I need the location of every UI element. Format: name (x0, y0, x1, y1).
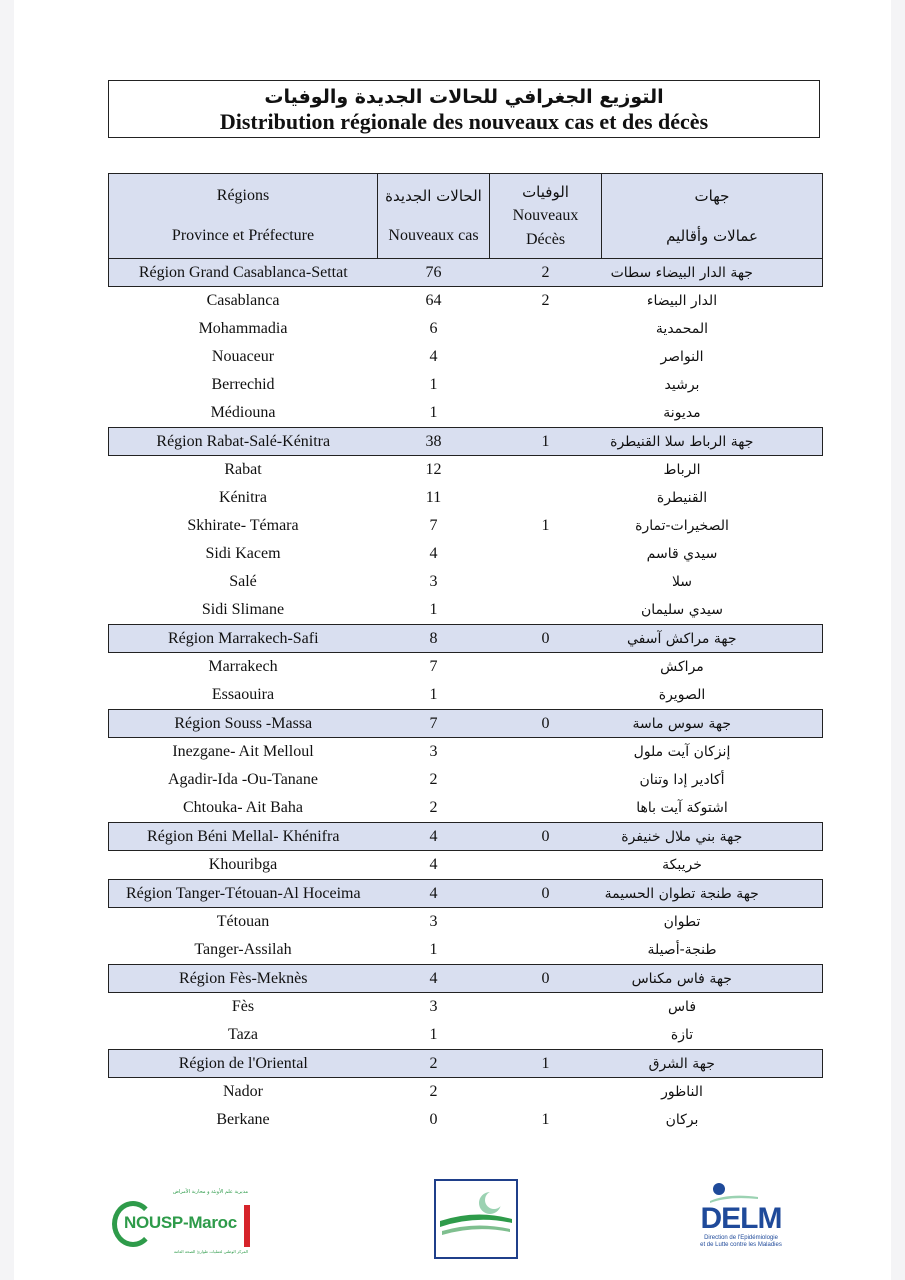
row-cases (378, 399, 490, 428)
row-name-text: Région Béni Mellal- Khénifra (147, 827, 340, 845)
row-cases (378, 371, 490, 399)
row-cases-text: 2 (429, 771, 438, 788)
row-cases-text: 6 (429, 320, 438, 337)
row-arabic-name (602, 343, 823, 371)
province-row (109, 343, 823, 371)
title-box (108, 80, 820, 138)
row-name-text: Nador (223, 1083, 263, 1100)
row-deaths (490, 259, 602, 287)
row-arabic-name-text: مراكش (660, 659, 704, 675)
row-arabic-name-text: أكادير إدا وتنان (639, 772, 725, 788)
row-cases-text: 1 (429, 404, 438, 421)
row-cases-text: 1 (429, 376, 438, 393)
row-deaths-text: 0 (541, 827, 550, 845)
row-cases-text: 76 (425, 263, 442, 281)
row-arabic-name-text: الدار البيضاء (646, 293, 718, 309)
row-cases (378, 625, 490, 653)
delm-subtitle-2: et de Lutte contre les Maladies (700, 1242, 782, 1248)
row-deaths (490, 823, 602, 851)
row-name (109, 993, 378, 1022)
row-cases-text: 2 (429, 799, 438, 816)
row-arabic-name (602, 456, 823, 485)
row-name (109, 315, 378, 343)
row-deaths-text: 1 (541, 432, 550, 450)
row-name (109, 1050, 378, 1078)
row-arabic-name-text: جهة الرباط سلا القنيطرة (610, 433, 754, 450)
row-cases-text: 12 (425, 461, 442, 478)
row-arabic-name-text: سيدي قاسم (646, 546, 718, 562)
row-deaths (490, 428, 602, 456)
header-regions (109, 174, 378, 259)
row-name (109, 428, 378, 456)
row-cases-text: 3 (429, 913, 438, 930)
row-deaths (490, 596, 602, 625)
row-name (109, 908, 378, 937)
row-deaths (490, 512, 602, 540)
row-cases-text: 8 (429, 629, 438, 647)
row-cases (378, 1106, 490, 1134)
row-cases (378, 653, 490, 682)
row-cases (378, 456, 490, 485)
row-cases (378, 738, 490, 767)
row-arabic-name (602, 1050, 823, 1078)
province-row (109, 993, 823, 1022)
row-name (109, 371, 378, 399)
row-cases (378, 428, 490, 456)
row-cases-text: 7 (429, 658, 438, 675)
row-name-text: Salé (229, 573, 257, 590)
province-row (109, 681, 823, 710)
row-name (109, 1106, 378, 1134)
row-name-text: Chtouka- Ait Baha (183, 799, 303, 816)
row-deaths (490, 371, 602, 399)
row-deaths (490, 908, 602, 937)
row-arabic-name (602, 625, 823, 653)
row-arabic-name-text: النواصر (660, 349, 704, 365)
row-arabic-name (602, 315, 823, 343)
row-arabic-name (602, 738, 823, 767)
row-arabic-name-text: مديونة (663, 405, 701, 421)
row-cases-text: 3 (429, 573, 438, 590)
row-arabic-name-text: جهة مراكش آسفي (626, 630, 737, 647)
row-name-text: Région de l'Oriental (178, 1054, 308, 1072)
row-arabic-name-text: جهة الدار البيضاء سطات (610, 264, 753, 281)
row-arabic-name-text: جهة فاس مكناس (631, 970, 732, 987)
region-row (109, 428, 823, 456)
header-regions-line1: Régions (216, 187, 270, 204)
row-name (109, 568, 378, 596)
row-arabic-name (602, 540, 823, 568)
row-name-text: Nouaceur (211, 348, 275, 365)
row-arabic-name (602, 908, 823, 937)
delm-figure-icon (688, 1183, 794, 1205)
row-name-text: Berkane (216, 1111, 270, 1128)
row-cases-text: 4 (429, 348, 438, 365)
row-arabic-name (602, 993, 823, 1022)
province-row (109, 456, 823, 485)
row-name (109, 823, 378, 851)
row-name (109, 653, 378, 682)
row-arabic-name (602, 287, 823, 316)
province-row (109, 399, 823, 428)
row-cases-text: 2 (429, 1054, 438, 1072)
row-arabic-name (602, 1078, 823, 1107)
region-row (109, 880, 823, 908)
row-arabic-name-text: المحمدية (655, 321, 709, 337)
row-name (109, 851, 378, 880)
row-deaths (490, 794, 602, 823)
row-arabic-name (602, 851, 823, 880)
row-name (109, 965, 378, 993)
row-cases (378, 794, 490, 823)
row-cases (378, 710, 490, 738)
row-arabic-name-text: بركان (665, 1112, 699, 1128)
row-deaths-text: 0 (541, 969, 550, 987)
row-name (109, 625, 378, 653)
row-arabic-name-text: جهة طنجة تطوان الحسيمة (604, 885, 759, 902)
row-arabic-name-text: الناظور (661, 1084, 703, 1100)
row-cases (378, 908, 490, 937)
row-deaths (490, 1021, 602, 1050)
nousp-red-bar-icon (244, 1205, 250, 1247)
row-cases-text: 1 (429, 941, 438, 958)
title-french: Distribution régionale des nouveaux cas et des décès (219, 109, 709, 134)
row-cases-text: 4 (429, 827, 438, 845)
row-arabic-name-text: جهة بني ملال خنيفرة (621, 828, 743, 845)
row-deaths (490, 568, 602, 596)
row-cases (378, 1050, 490, 1078)
province-row (109, 1106, 823, 1134)
row-name-text: Inezgane- Ait Melloul (172, 743, 314, 760)
row-arabic-name-text: طنجة-أصيلة (647, 942, 717, 958)
row-arabic-name (602, 653, 823, 682)
row-arabic-name (602, 710, 823, 738)
row-cases-text: 4 (429, 856, 438, 873)
row-arabic-name-text: الصخيرات-تمارة (635, 518, 729, 534)
row-arabic-name (602, 371, 823, 399)
title-arabic: التوزيع الجغرافي للحالات الجديدة والوفيات (264, 86, 664, 108)
row-arabic-name-text: الصويرة (658, 687, 706, 703)
row-cases-text: 64 (425, 292, 442, 309)
row-deaths (490, 766, 602, 794)
row-cases (378, 343, 490, 371)
row-arabic-name (602, 766, 823, 794)
province-row (109, 512, 823, 540)
row-deaths (490, 681, 602, 710)
row-cases (378, 681, 490, 710)
header-new-cases-french: Nouveaux cas (388, 227, 479, 244)
row-deaths-text: 0 (541, 884, 550, 902)
row-arabic-name-text: سلا (671, 574, 693, 590)
row-name-text: Khouribga (208, 856, 278, 873)
row-name-text: Région Grand Casablanca-Settat (138, 263, 348, 281)
row-name-text: Région Fès-Meknès (179, 969, 308, 987)
row-deaths-text: 1 (541, 1054, 550, 1072)
row-cases-text: 4 (429, 884, 438, 902)
row-arabic-name (602, 484, 823, 512)
province-row (109, 1078, 823, 1107)
province-row (109, 738, 823, 767)
row-arabic-name (602, 568, 823, 596)
row-name-text: Kénitra (219, 489, 267, 506)
row-cases (378, 1021, 490, 1050)
row-arabic-name (602, 1021, 823, 1050)
header-new-cases (378, 174, 490, 259)
row-name-text: Skhirate- Témara (187, 517, 299, 534)
row-name-text: Mohammadia (198, 320, 288, 337)
row-deaths-text: 1 (541, 1111, 550, 1128)
row-deaths (490, 484, 602, 512)
row-name (109, 343, 378, 371)
row-deaths-text: 1 (541, 517, 550, 534)
province-row (109, 371, 823, 399)
row-name-text: Sidi Kacem (205, 545, 281, 562)
row-arabic-name (602, 259, 823, 287)
header-deaths-arabic: الوفيات (522, 183, 569, 201)
header-deaths-line2: Nouveaux (512, 207, 579, 224)
row-deaths-text: 0 (541, 629, 550, 647)
row-name-text: Région Tanger-Tétouan-Al Hoceima (125, 884, 361, 902)
row-cases-text: 7 (429, 517, 438, 534)
row-deaths (490, 738, 602, 767)
row-name (109, 484, 378, 512)
row-deaths (490, 851, 602, 880)
row-deaths (490, 993, 602, 1022)
province-row (109, 484, 823, 512)
nousp-text: NOUSP-Maroc (124, 1213, 237, 1232)
row-arabic-name-text: الرباط (663, 462, 701, 478)
row-arabic-name-text: تطوان (663, 914, 701, 930)
row-arabic-name-text: جهة سوس ماسة (632, 715, 732, 732)
row-name (109, 456, 378, 485)
row-name-text: Sidi Slimane (201, 601, 285, 618)
nousp-bottom-line: المركز الوطني لعمليات طوارئ الصحة العامة (173, 1249, 248, 1254)
row-name-text: Région Souss -Massa (174, 714, 313, 732)
row-name-text: Casablanca (206, 292, 280, 309)
row-deaths (490, 880, 602, 908)
row-arabic-name (602, 823, 823, 851)
row-deaths (490, 315, 602, 343)
row-cases-text: 38 (425, 432, 442, 450)
row-arabic-name-text: القنيطرة (656, 490, 708, 506)
row-cases (378, 880, 490, 908)
ministry-logo (434, 1179, 518, 1259)
row-cases (378, 259, 490, 287)
row-arabic-name-text: خريبكة (662, 857, 702, 873)
row-cases (378, 993, 490, 1022)
row-deaths (490, 343, 602, 371)
row-cases (378, 512, 490, 540)
row-arabic-name (602, 936, 823, 965)
row-cases-text: 4 (429, 545, 438, 562)
province-row (109, 936, 823, 965)
header-arabic-regions-line1: جهات (694, 187, 730, 205)
row-name (109, 766, 378, 794)
row-name-text: Tétouan (216, 913, 270, 930)
footer-logos (0, 1175, 905, 1265)
row-name (109, 738, 378, 767)
row-deaths (490, 1106, 602, 1134)
row-arabic-name-text: تازة (670, 1027, 694, 1043)
province-row (109, 568, 823, 596)
row-deaths (490, 625, 602, 653)
row-deaths (490, 936, 602, 965)
region-row (109, 259, 823, 287)
row-arabic-name-text: برشيد (664, 377, 700, 393)
row-arabic-name (602, 880, 823, 908)
row-name-text: Agadir-Ida -Ou-Tanane (167, 771, 319, 788)
row-name (109, 1078, 378, 1107)
row-deaths (490, 540, 602, 568)
row-arabic-name (602, 596, 823, 625)
distribution-table (108, 173, 822, 1134)
row-cases (378, 287, 490, 316)
row-deaths (490, 1078, 602, 1107)
row-cases (378, 540, 490, 568)
province-row (109, 540, 823, 568)
row-cases-text: 3 (429, 743, 438, 760)
header-deaths-line3: Décès (525, 231, 566, 248)
province-row (109, 908, 823, 937)
row-name (109, 259, 378, 287)
row-arabic-name (602, 794, 823, 823)
province-row (109, 653, 823, 682)
row-name-text: Rabat (224, 461, 262, 478)
row-cases-text: 7 (429, 714, 438, 732)
row-name (109, 1021, 378, 1050)
row-cases-text: 4 (429, 969, 438, 987)
delm-subtitle-1: Direction de l'Epidémiologie (704, 1235, 778, 1241)
province-row (109, 766, 823, 794)
row-name-text: Région Marrakech-Safi (167, 629, 319, 647)
row-cases-text: 2 (429, 1083, 438, 1100)
ministry-health-crescent-icon (436, 1181, 516, 1257)
row-name (109, 287, 378, 316)
region-row (109, 1050, 823, 1078)
row-name (109, 710, 378, 738)
row-name (109, 681, 378, 710)
row-name-text: Essaouira (211, 686, 275, 703)
row-arabic-name (602, 428, 823, 456)
row-deaths (490, 399, 602, 428)
row-arabic-name (602, 399, 823, 428)
row-arabic-name-text: فاس (667, 999, 697, 1015)
header-new-cases-arabic: الحالات الجديدة (385, 187, 482, 205)
row-name (109, 596, 378, 625)
row-cases (378, 596, 490, 625)
row-deaths (490, 1050, 602, 1078)
row-deaths-text: 2 (541, 292, 550, 309)
row-arabic-name (602, 965, 823, 993)
row-cases (378, 936, 490, 965)
province-row (109, 287, 823, 316)
row-name (109, 512, 378, 540)
nousp-arabic-line: مديرية علم الأوبئة و محاربة الأمراض (172, 1189, 248, 1195)
row-cases (378, 766, 490, 794)
row-name-text: Tanger-Assilah (194, 941, 292, 958)
row-cases-text: 0 (429, 1111, 438, 1128)
row-deaths (490, 287, 602, 316)
row-arabic-name (602, 1106, 823, 1134)
region-row (109, 625, 823, 653)
region-row (109, 823, 823, 851)
row-cases (378, 965, 490, 993)
region-row (109, 710, 823, 738)
province-row (109, 1021, 823, 1050)
header-arabic-regions (602, 174, 823, 259)
table-body (109, 259, 823, 1135)
row-arabic-name-text: اشتوكة آيت باها (636, 800, 728, 816)
nousp-logo (108, 1187, 258, 1257)
row-name (109, 936, 378, 965)
row-deaths (490, 965, 602, 993)
province-row (109, 851, 823, 880)
row-name-text: Berrechid (211, 376, 275, 393)
delm-logo (688, 1183, 794, 1263)
row-deaths-text: 2 (541, 263, 550, 281)
row-cases-text: 1 (429, 686, 438, 703)
header-deaths (490, 174, 602, 259)
row-arabic-name (602, 681, 823, 710)
delm-text: DELM (700, 1202, 782, 1235)
row-cases (378, 568, 490, 596)
row-name-text: Taza (228, 1026, 258, 1043)
province-row (109, 794, 823, 823)
row-name-text: Région Rabat-Salé-Kénitra (156, 432, 331, 450)
row-arabic-name-text: جهة الشرق (648, 1055, 715, 1072)
row-cases-text: 3 (429, 998, 438, 1015)
row-cases-text: 1 (429, 1026, 438, 1043)
row-cases (378, 851, 490, 880)
row-deaths (490, 653, 602, 682)
row-cases (378, 484, 490, 512)
row-arabic-name (602, 512, 823, 540)
row-name-text: Marrakech (208, 658, 278, 675)
row-name-text: Médiouna (210, 404, 276, 421)
row-name (109, 794, 378, 823)
row-name (109, 880, 378, 908)
table-header-row (109, 174, 823, 259)
region-row (109, 965, 823, 993)
province-row (109, 315, 823, 343)
row-name-text: Fès (231, 998, 255, 1015)
row-cases-text: 11 (425, 489, 442, 506)
row-name (109, 540, 378, 568)
province-row (109, 596, 823, 625)
row-arabic-name-text: سيدي سليمان (641, 602, 723, 618)
header-regions-line2: Province et Préfecture (171, 227, 315, 244)
row-cases (378, 823, 490, 851)
row-cases (378, 1078, 490, 1107)
header-arabic-regions-line2: عمالات وأقاليم (666, 227, 758, 245)
row-deaths (490, 710, 602, 738)
row-deaths-text: 0 (541, 714, 550, 732)
row-cases (378, 315, 490, 343)
row-deaths (490, 456, 602, 485)
row-cases-text: 1 (429, 601, 438, 618)
row-arabic-name-text: إنزكان آيت ملول (633, 744, 731, 760)
row-name (109, 399, 378, 428)
